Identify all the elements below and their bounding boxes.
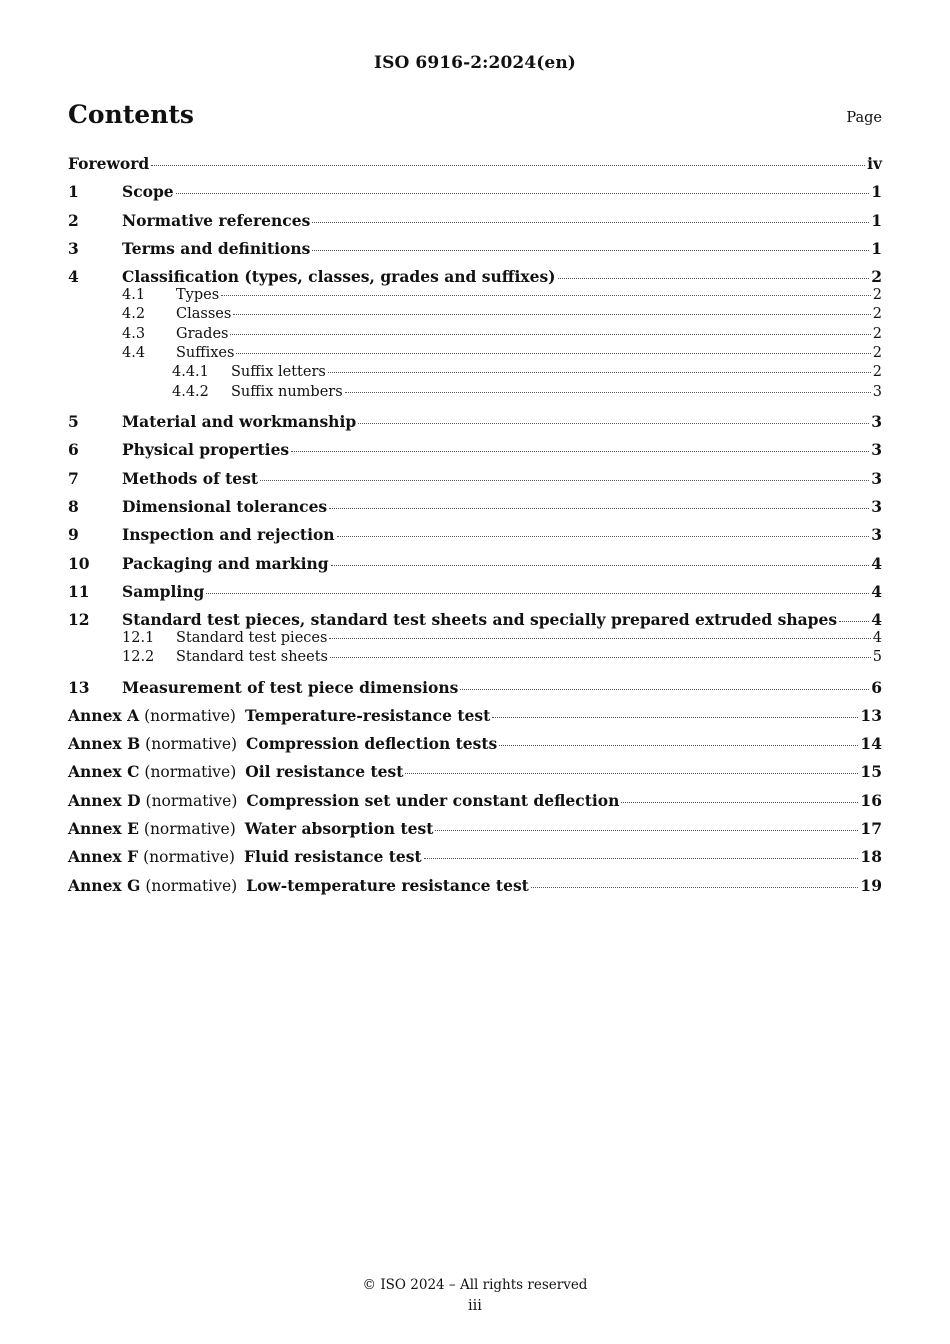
annex-label: Annex A	[68, 705, 140, 725]
annex-label: Annex B	[68, 734, 141, 754]
toc-page: 2	[872, 287, 882, 304]
toc-title: Types	[176, 287, 220, 304]
toc-entry-terms-and-definitions[interactable]	[68, 239, 882, 267]
toc-entry-annex-c[interactable]	[68, 762, 882, 790]
toc-entry-annex-a[interactable]	[68, 706, 882, 734]
toc-title: Standard test pieces	[176, 630, 328, 647]
annex-type: (normative)	[144, 706, 236, 725]
toc-title: Oil resistance test	[245, 762, 404, 782]
toc-entry-sampling[interactable]	[68, 582, 882, 610]
toc-entry-annex-d[interactable]	[68, 791, 882, 819]
toc-title: Inspection and rejection	[122, 525, 335, 545]
toc-entry-annex-f[interactable]	[68, 847, 882, 875]
toc-page: 1	[871, 182, 882, 202]
document-id: ISO 6916-2:2024(en)	[374, 53, 576, 73]
toc-number: 4	[68, 267, 79, 287]
toc-title: Temperature-resistance test	[244, 705, 491, 725]
toc-entry-measurement-of-dimensions[interactable]	[68, 678, 882, 706]
annex-label: Annex G	[68, 875, 141, 895]
toc-page: 3	[871, 412, 882, 432]
toc-page: 5	[872, 649, 882, 666]
toc-number: 4.4.1	[172, 363, 209, 380]
annex-type: (normative)	[145, 876, 238, 895]
toc-entry-annex-g[interactable]	[68, 876, 882, 904]
toc-number: 7	[68, 468, 79, 488]
toc-title: Suffix letters	[231, 363, 326, 380]
dot-leader	[839, 620, 869, 622]
toc-number: 12	[68, 610, 90, 630]
toc-number: 11	[68, 581, 90, 601]
page-number: iii	[468, 1298, 482, 1314]
dot-leader	[405, 772, 858, 774]
annex-label: Annex D	[68, 790, 141, 810]
toc-title: Dimensional tolerances	[122, 497, 328, 517]
toc-page: 6	[871, 677, 882, 697]
toc-entry-suffix-letters[interactable]	[68, 364, 882, 384]
annex-type: (normative)	[145, 791, 238, 810]
toc-title: Normative references	[122, 210, 311, 230]
toc-page: 14	[860, 734, 882, 754]
toc-number: 12.2	[122, 649, 155, 666]
toc-page: 3	[871, 468, 882, 488]
dot-leader	[329, 637, 870, 639]
dot-leader	[329, 507, 869, 509]
annex-type: (normative)	[143, 820, 236, 839]
toc-entry-material-and-workmanship[interactable]	[68, 412, 882, 440]
toc-entry-standard-test-pieces[interactable]	[68, 630, 882, 649]
toc-entry-methods-of-test[interactable]	[68, 469, 882, 497]
toc-entry-foreword[interactable]	[68, 154, 882, 182]
toc-entry-packaging-and-marking[interactable]	[68, 554, 882, 582]
toc-number: 1	[68, 182, 79, 202]
dot-leader	[460, 688, 869, 690]
toc-title: Compression deflection tests	[246, 734, 498, 754]
toc-entry-scope[interactable]	[68, 182, 882, 210]
dot-leader	[621, 801, 858, 803]
annex-type: (normative)	[145, 735, 238, 754]
toc-title: Water absorption test	[244, 819, 434, 839]
toc-title: Scope	[122, 182, 174, 202]
toc-page: 2	[872, 344, 882, 361]
toc-entry-suffixes[interactable]	[68, 345, 882, 364]
dot-leader	[260, 479, 869, 481]
annex-label: Annex E	[68, 819, 139, 839]
dot-leader	[337, 535, 870, 537]
dot-leader	[176, 192, 870, 194]
toc-number: 10	[68, 553, 90, 573]
page-column-label: Page	[846, 110, 882, 126]
toc-number: 4.4	[122, 344, 146, 361]
toc-page: 3	[872, 383, 882, 400]
toc-entry-annex-b[interactable]	[68, 734, 882, 762]
dot-leader	[328, 371, 871, 373]
toc-title: Suffixes	[176, 344, 235, 361]
dot-leader	[345, 391, 871, 393]
toc-entry-suffix-numbers[interactable]	[68, 384, 882, 404]
toc-number: 13	[68, 677, 90, 697]
dot-leader	[151, 164, 865, 166]
toc-title: Classification (types, classes, grades and suffixes)	[122, 267, 556, 287]
toc-title: Classes	[176, 306, 232, 323]
toc-entry-classification[interactable]	[68, 267, 882, 287]
toc-page: 4	[871, 581, 882, 601]
toc-page: 4	[872, 630, 882, 647]
toc-title: Low-temperature resistance test	[246, 875, 529, 895]
toc-number: 3	[68, 238, 79, 258]
toc-number: 4.1	[122, 287, 146, 304]
dot-leader	[358, 422, 869, 424]
toc-title: Compression set under constant deflection	[246, 790, 620, 810]
toc-entry-dimensional-tolerances[interactable]	[68, 497, 882, 525]
toc-page: 19	[860, 875, 882, 895]
dot-leader	[230, 333, 870, 335]
toc-page: 17	[860, 819, 882, 839]
toc-title: Terms and definitions	[122, 238, 311, 258]
toc-number: 12.1	[122, 630, 155, 647]
toc-number: 4.2	[122, 306, 146, 323]
dot-leader	[291, 450, 869, 452]
dot-leader	[492, 716, 858, 718]
annex-label: Annex F	[68, 847, 139, 867]
toc-page: 3	[871, 497, 882, 517]
table-of-contents	[68, 154, 882, 904]
dot-leader	[558, 277, 870, 279]
toc-entry-standard-test-pieces-sheets[interactable]	[68, 610, 882, 630]
annex-label: Annex C	[68, 762, 140, 782]
toc-entry-normative-references[interactable]	[68, 211, 882, 239]
toc-page: 15	[860, 762, 882, 782]
toc-title: Sampling	[122, 581, 205, 601]
dot-leader	[424, 857, 859, 859]
dot-leader	[435, 829, 858, 831]
toc-entry-inspection-and-rejection[interactable]	[68, 525, 882, 553]
toc-entry-physical-properties[interactable]	[68, 440, 882, 468]
toc-entry-grades[interactable]	[68, 326, 882, 345]
toc-page: 3	[871, 525, 882, 545]
toc-number: 8	[68, 497, 79, 517]
toc-page: 2	[872, 306, 882, 323]
dot-leader	[331, 564, 870, 566]
toc-page: 3	[871, 440, 882, 460]
toc-entry-standard-test-sheets[interactable]	[68, 649, 882, 668]
toc-number: 6	[68, 440, 79, 460]
toc-title: Foreword	[68, 154, 150, 173]
toc-number: 4.4.2	[172, 383, 209, 400]
toc-page: 4	[871, 610, 882, 630]
toc-title: Packaging and marking	[122, 553, 329, 573]
dot-leader	[312, 249, 869, 251]
toc-number: 2	[68, 210, 79, 230]
dot-leader	[499, 744, 858, 746]
toc-number: 4.3	[122, 325, 146, 342]
toc-title: Material and workmanship	[122, 412, 357, 432]
annex-type: (normative)	[143, 848, 235, 867]
toc-page: 2	[872, 325, 882, 342]
toc-number: 9	[68, 525, 79, 545]
toc-page: 16	[860, 790, 882, 810]
toc-entry-annex-e[interactable]	[68, 819, 882, 847]
dot-leader	[236, 352, 870, 354]
dot-leader	[531, 886, 859, 888]
toc-title: Standard test sheets	[176, 649, 328, 666]
dot-leader	[221, 294, 871, 296]
dot-leader	[330, 656, 871, 658]
toc-number: 5	[68, 412, 79, 432]
toc-page: 18	[860, 847, 882, 867]
toc-title: Physical properties	[122, 440, 290, 460]
copyright-notice: © ISO 2024 – All rights reserved	[362, 1277, 588, 1293]
toc-title: Fluid resistance test	[243, 847, 422, 867]
toc-title: Measurement of test piece dimensions	[122, 677, 459, 697]
toc-title: Grades	[176, 325, 229, 342]
toc-page: 4	[871, 553, 882, 573]
dot-leader	[312, 221, 869, 223]
toc-page: 1	[871, 210, 882, 230]
toc-title: Methods of test	[122, 468, 259, 488]
toc-entry-types[interactable]	[68, 287, 882, 306]
contents-heading: Contents	[68, 100, 195, 129]
annex-type: (normative)	[144, 763, 237, 782]
dot-leader	[233, 313, 870, 315]
toc-page: 2	[872, 363, 882, 380]
dot-leader	[206, 592, 869, 594]
toc-title: Suffix numbers	[231, 383, 343, 400]
toc-page: iv	[867, 154, 882, 173]
toc-page: 1	[871, 238, 882, 258]
toc-page: 2	[871, 267, 882, 287]
toc-entry-classes[interactable]	[68, 306, 882, 325]
toc-page: 13	[860, 705, 882, 725]
toc-title: Standard test pieces, standard test sheets and specially prepared extruded shapes	[122, 610, 838, 630]
